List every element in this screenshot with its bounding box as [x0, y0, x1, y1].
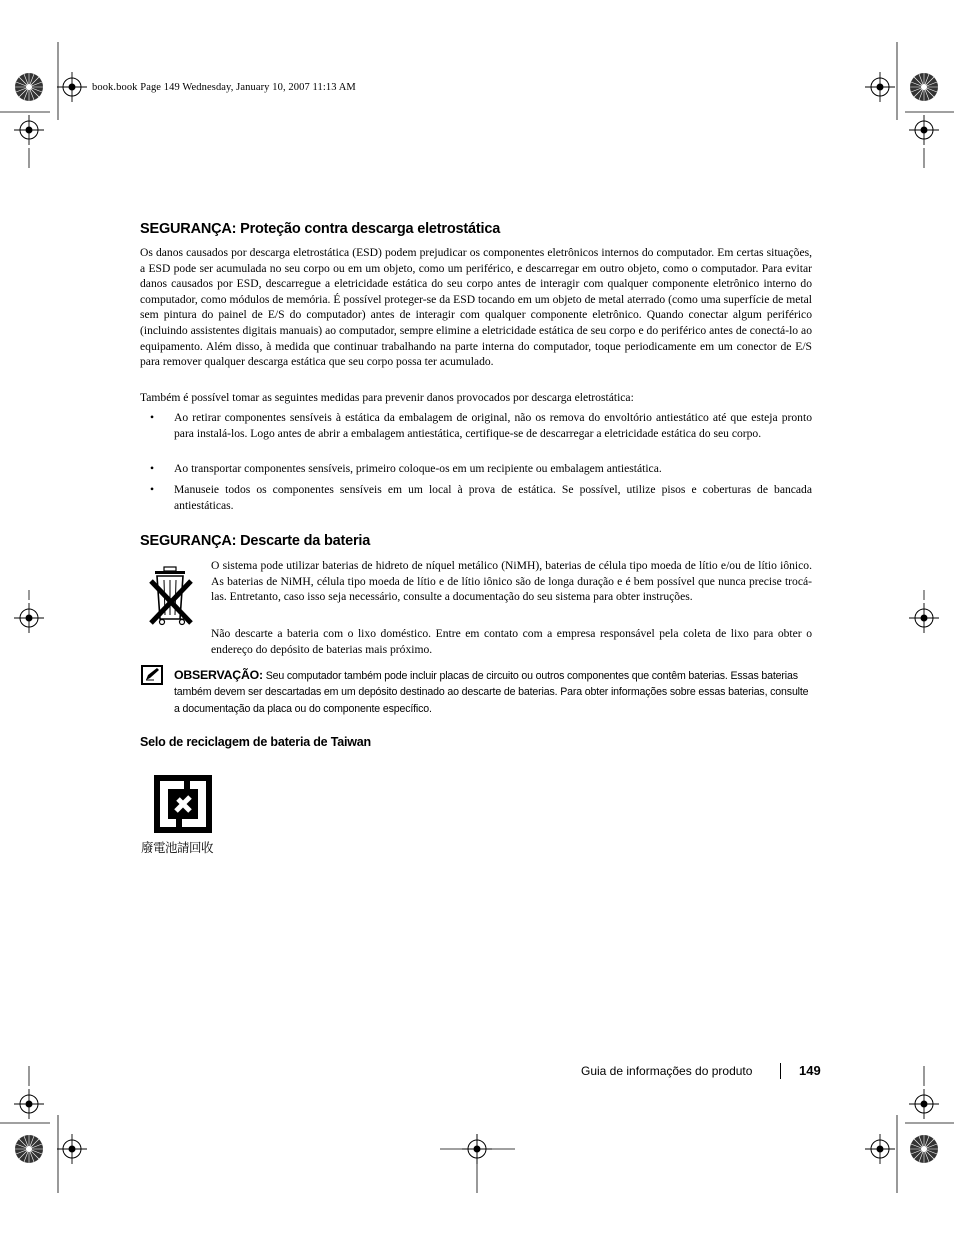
battery-paragraph-1: O sistema pode utilizar baterias de hidreto de níquel metálico (NiMH), baterias de célula tipo moeda de lítio e/ou de lítio iônico. As baterias de NiMH, célula tipo moeda de lítio e de lítio iônico são de longa duração e é bem possível que nunca precise trocá-las. Entretanto, caso isso seja necessário, consulte a documentação do seu sistema para obter instruções.	[211, 559, 812, 604]
list-item	[150, 482, 812, 514]
footer-guide-title: Guia de informações do produto	[581, 1064, 753, 1078]
bullet-marker: •	[150, 411, 155, 424]
note-block	[174, 667, 814, 717]
footer-separator	[780, 1063, 781, 1079]
note-text: Seu computador também pode incluir placas de circuito ou outros componentes que contêm baterias. Essas baterias também devem ser descartadas em um depósito destinado ao descarte de baterias. Para obter informações sobre essas baterias, consulte a documentação da placa ou do componente específico.	[174, 670, 809, 715]
battery-paragraph-2: Não descarte a bateria com o lixo doméstico. Entre em contato com a empresa responsável pela coleta de lixo para obter o endereço do depósito de baterias mais próximo.	[211, 627, 812, 656]
bullet-marker: •	[150, 483, 155, 496]
section-title-esd: SEGURANÇA: Proteção contra descarga eletrostática	[140, 221, 501, 237]
list-item-text: Ao transportar componentes sensíveis, primeiro coloque-os em um recipiente ou embalagem antiestática.	[174, 462, 662, 475]
crossed-out-bin-icon	[146, 565, 198, 629]
section-title-taiwan: Selo de reciclagem de bateria de Taiwan	[140, 735, 371, 749]
print-slug: book.book Page 149 Wednesday, January 10, 2007 11:13 AM	[92, 82, 356, 93]
pencil-note-icon	[141, 665, 163, 685]
note-label: OBSERVAÇÃO:	[174, 668, 263, 682]
esd-paragraph-2: Também é possível tomar as seguintes medidas para prevenir danos provocados por descarga eletrostática:	[140, 391, 634, 404]
section-title-battery: SEGURANÇA: Descarte da bateria	[140, 533, 371, 549]
esd-paragraph-1: Os danos causados por descarga eletrostática (ESD) podem prejudicar os componentes eletrônicos internos do computador. Em certas situações, a ESD pode ser acumulada no seu corpo ou em um objeto, como um periférico, e descarregar em outro objeto, como o computador. Para evitar danos causados por ESD, descarregue a eletricidade estática do seu corpo antes de interagir com qualquer componente eletrônico interno do computador, como módulos de memória. É possível proteger-se da ESD tocando em um objeto de metal aterrado (como uma superfície de metal sem pintura do painel de E/S do computador) antes de interagir com qualquer componente eletrônico. Quando conectar algum periférico (incluindo assistentes digitais manuais) ao computador, sempre elimine a eletricidade estática de seu corpo e do periférico antes de conectá-lo ao equipamento. Além disso, à medida que continuar trabalhando na parte interna do computador, toque periodicamente em um conector de E/S para remover qualquer descarga estática que seu corpo possa ter acumulado.	[140, 246, 812, 369]
list-item-text: Ao retirar componentes sensíveis à estática da embalagem de original, não os remova do envoltório antiestático até que esteja pronto para instalá-los. Logo antes de abrir a embalagem antiestática, certifique-se de descarregar a eletricidade estática do seu corpo.	[174, 411, 812, 440]
page-number: 149	[799, 1063, 821, 1078]
bullet-marker: •	[150, 462, 155, 475]
list-item	[150, 461, 812, 477]
taiwan-recycling-seal-icon	[154, 775, 212, 833]
list-item-text: Manuseie todos os componentes sensíveis em um local à prova de estática. Se possível, utilize pisos e coberturas de bancada antiestáticas.	[174, 483, 812, 512]
list-item	[150, 410, 812, 458]
seal-caption: 廢電池請回收	[141, 840, 214, 855]
